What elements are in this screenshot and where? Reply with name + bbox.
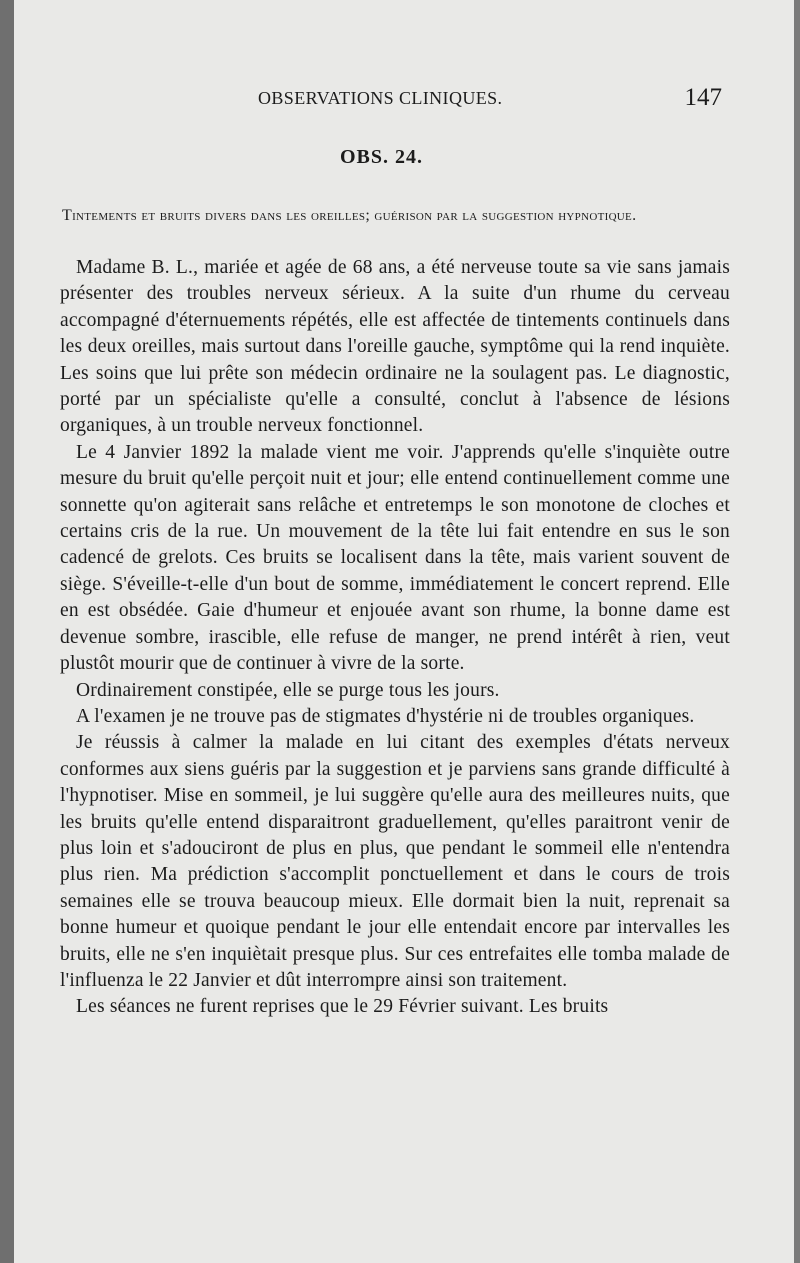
paragraph: Ordinairement constipée, elle se purge tous les jours.: [76, 679, 500, 701]
observation-title: OBS. 24.: [340, 146, 424, 168]
paragraph: Je réussis à calmer la malade en lui citant des exemples d'états nerveux conformes aux siens guéris par la suggestion et je parviens sans grande difficulté à l'hypnotiser. Mise en sommeil, je lui suggère qu'elle aura des meilleures nuits, que les bruits qu'elle entend disparaitront graduellement, qu'elles paraitront venir de plus loin et s'adouciront de plus en plus, que pendant le sommeil elle n'entendra plus rien. Ma prédiction s'accomplit ponctuellement et dans le cours de trois semaines elle se trouva beaucoup mieux. Elle dormait bien la nuit, reprenait sa bonne humeur et quoique pendant le jour elle entendait encore par intervalles les bruits, elle ne s'en inquiètait presque plus. Sur ces entrefaites elle tomba malade de l'influenza le 22 Janvier et dût interrompre ainsi son traitement.: [60, 732, 730, 991]
page-header: [14, 86, 794, 116]
running-title: OBSERVATIONS CLINIQUES.: [258, 88, 503, 108]
observation-subject: Tintements et bruits divers dans les oreilles; guérison par la suggestion hypnotique.: [62, 207, 637, 224]
scan-edge-right: [794, 0, 800, 1263]
paragraph: A l'examen je ne trouve pas de stigmates d'hystérie ni de troubles organiques.: [76, 705, 695, 727]
page-number: 147: [684, 84, 722, 111]
body-text: [60, 255, 730, 1021]
paragraph: Le 4 Janvier 1892 la malade vient me voir. J'apprends qu'elle s'inquiète outre mesure du bruit qu'elle perçoit nuit et jour; elle entend continuellement comme une sonnette qu'on agiterait sans relâche et entretemps le son monotone de cloches et certains cris de la rue. Un mouvement de la tête lui fait entendre en sus le son cadencé de grelots. Ces bruits se localisent dans la tête, mais varient souvent de siège. S'éveille-t-elle d'un bout de somme, immédiatement le concert reprend. Elle en est obsédée. Gaie d'humeur et enjouée avant son rhume, la bonne dame est devenue sombre, irascible, elle refuse de manger, ne prend intérêt à rien, veut plustôt mourir que de continuer à vivre de la sorte.: [60, 441, 730, 675]
paragraph: Les séances ne furent reprises que le 29 Février suivant. Les bruits: [76, 996, 609, 1018]
paragraph: Madame B. L., mariée et agée de 68 ans, a été nerveuse toute sa vie sans jamais présenter des troubles nerveux sérieux. A la suite d'un rhume du cerveau accompagné d'éternuements répétés, elle est affectée de tintements continuels dans les deux oreilles, mais surtout dans l'oreille gauche, symptôme qui la rend inquiète. Les soins que lui prête son médecin ordinaire ne la soulagent pas. Le diagnostic, porté par un spécialiste qu'elle a consulté, conclut à l'absence de lésions organiques, à un trouble nerveux fonctionnel.: [60, 257, 730, 437]
book-page: [14, 0, 794, 1263]
scan-edge-left: [0, 0, 14, 1263]
